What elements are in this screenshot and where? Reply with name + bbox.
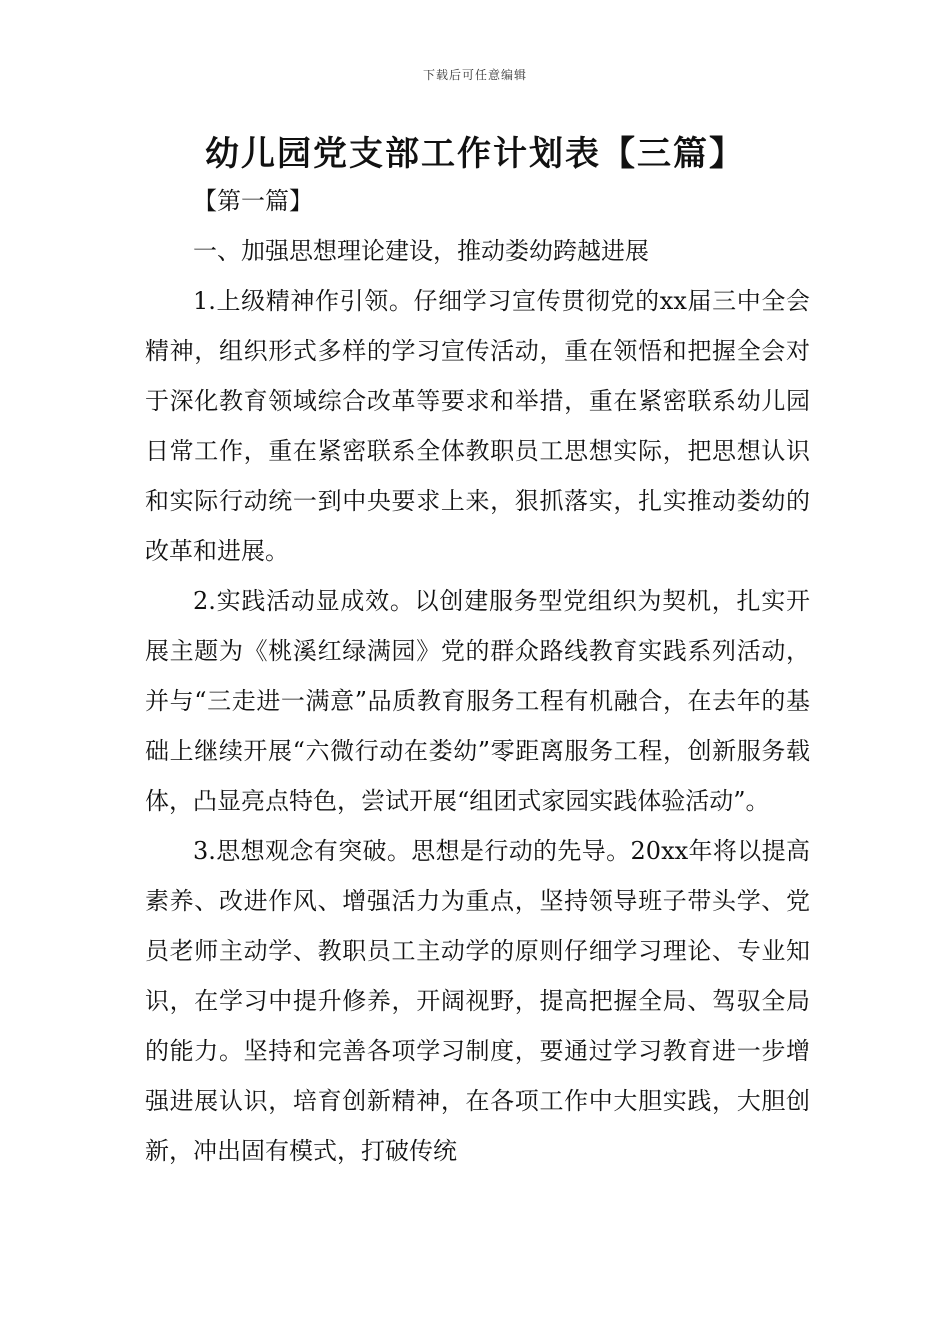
section-heading: 一、加强思想理论建设，推动娄幼跨越进展 [193, 237, 649, 265]
document-title: 幼儿园党支部工作计划表【三篇】 [205, 134, 745, 174]
paragraph-2: 2.实践活动显成效。以创建服务型党组织为契机，扎实开展主题为《桃溪红绿满园》党的群众路线教育实践系列活动，并与“三走进一满意”品质教育服务工程有机融合，在去年的基础上继续开展“六微行动在娄幼”零距离服务工程，创新服务载体，凸显亮点特色，尝试开展“组团式家园实践体验活动”。 [145, 587, 810, 815]
part-label: 【第一篇】 [193, 187, 313, 215]
header-note: 下载后可任意编辑 [422, 68, 527, 82]
paragraph-3: 3.思想观念有突破。思想是行动的先导。20xx年将以提高素养、改进作风、增强活力为重点，坚持领导班子带头学、党员老师主动学、教职员工主动学的原则仔细学习理论、专业知识，在学习中提升修养，开阔视野，提高把握全局、驾驭全局的能力。坚持和完善各项学习制度，要通过学习教育进一步增强进展认识，培育创新精神，在各项工作中大胆实践，大胆创新，冲出固有模式，打破传统 [145, 837, 810, 1165]
document-body [145, 176, 810, 1176]
paragraph-1: 1.上级精神作引领。仔细学习宣传贯彻党的xx届三中全会精神，组织形式多样的学习宣传活动，重在领悟和把握全会对于深化教育领域综合改革等要求和举措，重在紧密联系幼儿园日常工作，重在紧密联系全体教职员工思想实际，把思想认识和实际行动统一到中央要求上来，狠抓落实，扎实推动娄幼的改革和进展。 [145, 287, 810, 565]
